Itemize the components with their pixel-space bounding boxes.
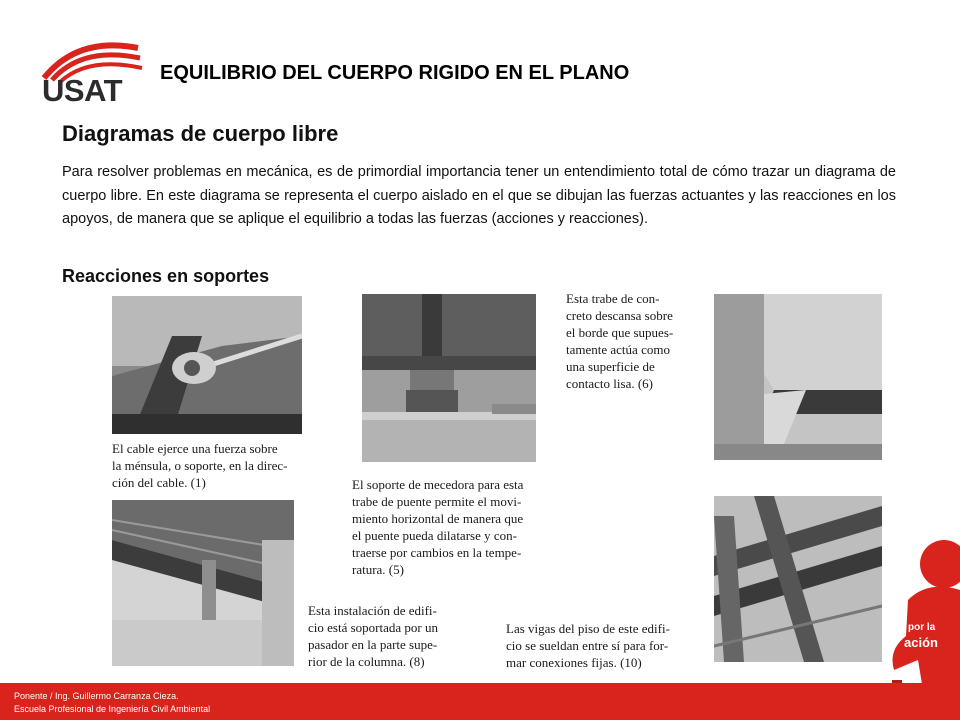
subsection-title: Reacciones en soportes — [62, 266, 270, 286]
photo-welded-beams — [714, 496, 882, 662]
photo-rocker-support — [362, 294, 536, 462]
mascot-text-1: por la — [908, 622, 936, 633]
caption-5: El soporte de mecedora para esta trabe de puente permite el movi- miento horizontal de manera que el puente pueda dilatarse y con- traerse por cambios en la tempe- ratura. (5) — [352, 477, 524, 577]
mascot-text-2: ación — [904, 635, 938, 650]
caption-6: Esta trabe de con- creto descansa sobre el borde que supues- tamente actúa como una superficie de contacto lisa. (6) — [566, 291, 674, 391]
caption-8: Esta instalación de edifi- cio está soportada por un pasador en la parte supe- rior de la columna. (8) — [308, 603, 438, 669]
photo-cable-bracket — [112, 296, 302, 434]
caption-10: Las vigas del piso de este edifi- cio se sueldan entre sí para for- mar conexiones fijas. (10) — [506, 621, 670, 670]
caption-1: El cable ejerce una fuerza sobre la ménsula, o soporte, en la direc- ción del cable. (1) — [112, 441, 288, 490]
section-title: Diagramas de cuerpo libre — [62, 121, 339, 146]
footer-bar — [0, 683, 960, 720]
photo-building-column — [112, 500, 294, 666]
footer-speaker: Ponente / Ing. Guillermo Carranza Cieza. — [14, 691, 179, 701]
header-title: EQUILIBRIO DEL CUERPO RIGIDO EN EL PLANO — [160, 62, 630, 84]
photo-concrete-girder — [714, 294, 882, 460]
footer-school: Escuela Profesional de Ingeniería Civil Ambiental — [14, 704, 211, 714]
usat-logo-text: USAT — [42, 73, 123, 108]
intro-paragraph: Para resolver problemas en mecánica, es de primordial importancia tener un entendimiento total de cómo trazar un diagrama de cuerpo libre. En este diagrama se representa el cuerpo aislado en el que se dibujan las fuerzas actuantes y las reacciones en los apoyos, de manera que se aplique el equilibrio a todas las fuerzas (acciones y reacciones). — [62, 164, 896, 227]
